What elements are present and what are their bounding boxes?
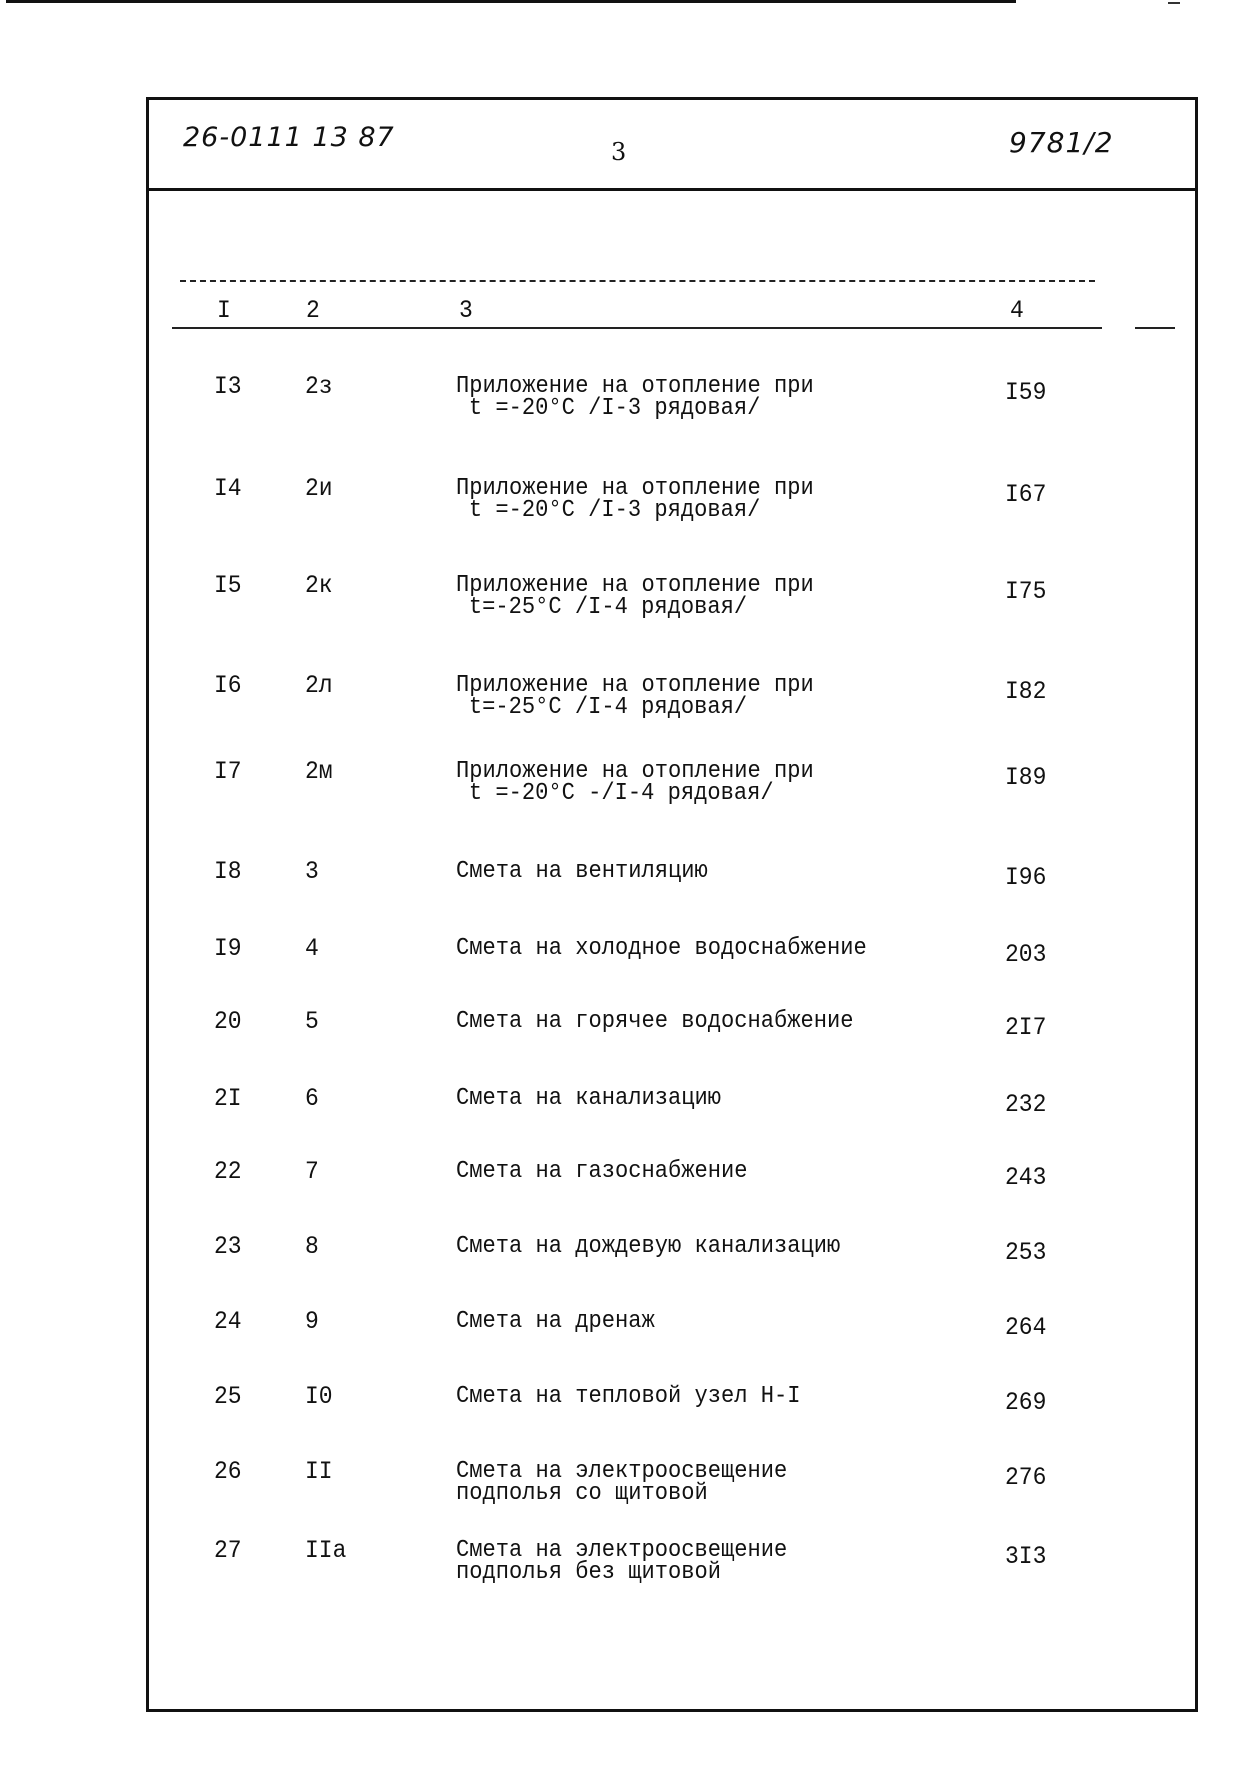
description-line-1: Приложение на отопление при (456, 758, 814, 785)
row-number: 24 (214, 1307, 242, 1336)
row-number: I8 (214, 857, 242, 886)
section-number: 2и (305, 474, 333, 503)
page-reference: 3I3 (1005, 1542, 1047, 1571)
section-number: 2л (305, 671, 333, 700)
document-code: 26-0111 13 87 (183, 122, 395, 153)
row-description (456, 1233, 841, 1260)
column-header-4: 4 (1010, 296, 1024, 325)
description-line-1: Смета на горячее водоснабжение (456, 1008, 854, 1035)
page-reference: 243 (1005, 1163, 1047, 1192)
row-description (456, 1537, 788, 1586)
row-number: I3 (214, 372, 242, 401)
table-header-rule (172, 327, 1102, 329)
page-number: 3 (611, 138, 628, 166)
description-line-1: Смета на газоснабжение (456, 1158, 748, 1185)
page-reference: I75 (1005, 577, 1047, 606)
description-line-2: подполья без щитовой (456, 1559, 722, 1586)
page-reference: 253 (1005, 1238, 1047, 1267)
column-header-1: I (217, 296, 231, 325)
description-line-2: t=-25°C /I-4 рядовая/ (468, 694, 748, 721)
row-number: I4 (214, 474, 242, 503)
description-line-1: Смета на электроосвещение (456, 1537, 788, 1564)
row-description (456, 1308, 655, 1335)
scan-edge-line (6, 0, 1016, 3)
page-reference: I82 (1005, 677, 1047, 706)
row-number: 2I (214, 1084, 242, 1113)
description-line-1: Смета на холодное водоснабжение (456, 935, 867, 962)
description-line-1: Смета на дождевую канализацию (456, 1233, 841, 1260)
scan-edge-mark (1168, 2, 1180, 4)
section-number: 8 (305, 1232, 319, 1261)
page-reference: 232 (1005, 1090, 1047, 1119)
row-description (456, 1008, 854, 1035)
page-reference: 276 (1005, 1463, 1047, 1492)
row-description (456, 758, 814, 807)
section-number: 5 (305, 1007, 319, 1036)
row-number: 22 (214, 1157, 242, 1186)
row-description (456, 1383, 801, 1410)
page-reference: I67 (1005, 480, 1047, 509)
page-reference: I59 (1005, 378, 1047, 407)
description-line-1: Смета на тепловой узел Н-I (456, 1383, 801, 1410)
page-reference: I96 (1005, 863, 1047, 892)
row-description (456, 1085, 722, 1112)
row-description (456, 935, 867, 962)
section-number: IIа (305, 1536, 347, 1565)
column-header-2: 2 (306, 296, 320, 325)
description-line-1: Приложение на отопление при (456, 373, 814, 400)
section-number: 2к (305, 571, 333, 600)
row-number: 23 (214, 1232, 242, 1261)
table-top-rule (180, 280, 1095, 282)
description-line-2: t =-20°C /I-3 рядовая/ (468, 497, 761, 524)
row-number: 25 (214, 1382, 242, 1411)
row-description (456, 475, 814, 524)
description-line-1: Смета на электроосвещение (456, 1458, 788, 1485)
description-line-1: Смета на дренаж (456, 1308, 655, 1335)
section-number: 6 (305, 1084, 319, 1113)
description-line-1: Приложение на отопление при (456, 475, 814, 502)
section-number: 2з (305, 372, 333, 401)
row-description (456, 858, 708, 885)
page-reference: 264 (1005, 1313, 1047, 1342)
row-number: 20 (214, 1007, 242, 1036)
row-number: I9 (214, 934, 242, 963)
row-number: I7 (214, 757, 242, 786)
section-number: 2м (305, 757, 333, 786)
page-reference: 203 (1005, 940, 1047, 969)
row-description (456, 373, 814, 422)
row-description (456, 572, 814, 621)
description-line-1: Смета на канализацию (456, 1085, 722, 1112)
section-number: I0 (305, 1382, 333, 1411)
row-number: I5 (214, 571, 242, 600)
header-divider (149, 188, 1195, 191)
sheet-reference: 9781/2 (1009, 126, 1114, 159)
table-header-rule-end (1135, 327, 1175, 329)
description-line-2: t =-20°C /I-3 рядовая/ (468, 395, 761, 422)
description-line-1: Приложение на отопление при (456, 672, 814, 699)
description-line-2: t =-20°C -/I-4 рядовая/ (468, 780, 774, 807)
section-number: 4 (305, 934, 319, 963)
section-number: II (305, 1457, 333, 1486)
row-number: 26 (214, 1457, 242, 1486)
row-description (456, 1158, 748, 1185)
page-reference: 269 (1005, 1388, 1047, 1417)
page-reference: I89 (1005, 763, 1047, 792)
row-number: I6 (214, 671, 242, 700)
description-line-2: подполья со щитовой (456, 1480, 708, 1507)
section-number: 9 (305, 1307, 319, 1336)
section-number: 3 (305, 857, 319, 886)
description-line-1: Приложение на отопление при (456, 572, 814, 599)
column-header-3: 3 (459, 296, 473, 325)
description-line-2: t=-25°C /I-4 рядовая/ (468, 594, 748, 621)
row-description (456, 672, 814, 721)
description-line-1: Смета на вентиляцию (456, 858, 708, 885)
row-number: 27 (214, 1536, 242, 1565)
page-reference: 2I7 (1005, 1013, 1047, 1042)
section-number: 7 (305, 1157, 319, 1186)
row-description (456, 1458, 788, 1507)
